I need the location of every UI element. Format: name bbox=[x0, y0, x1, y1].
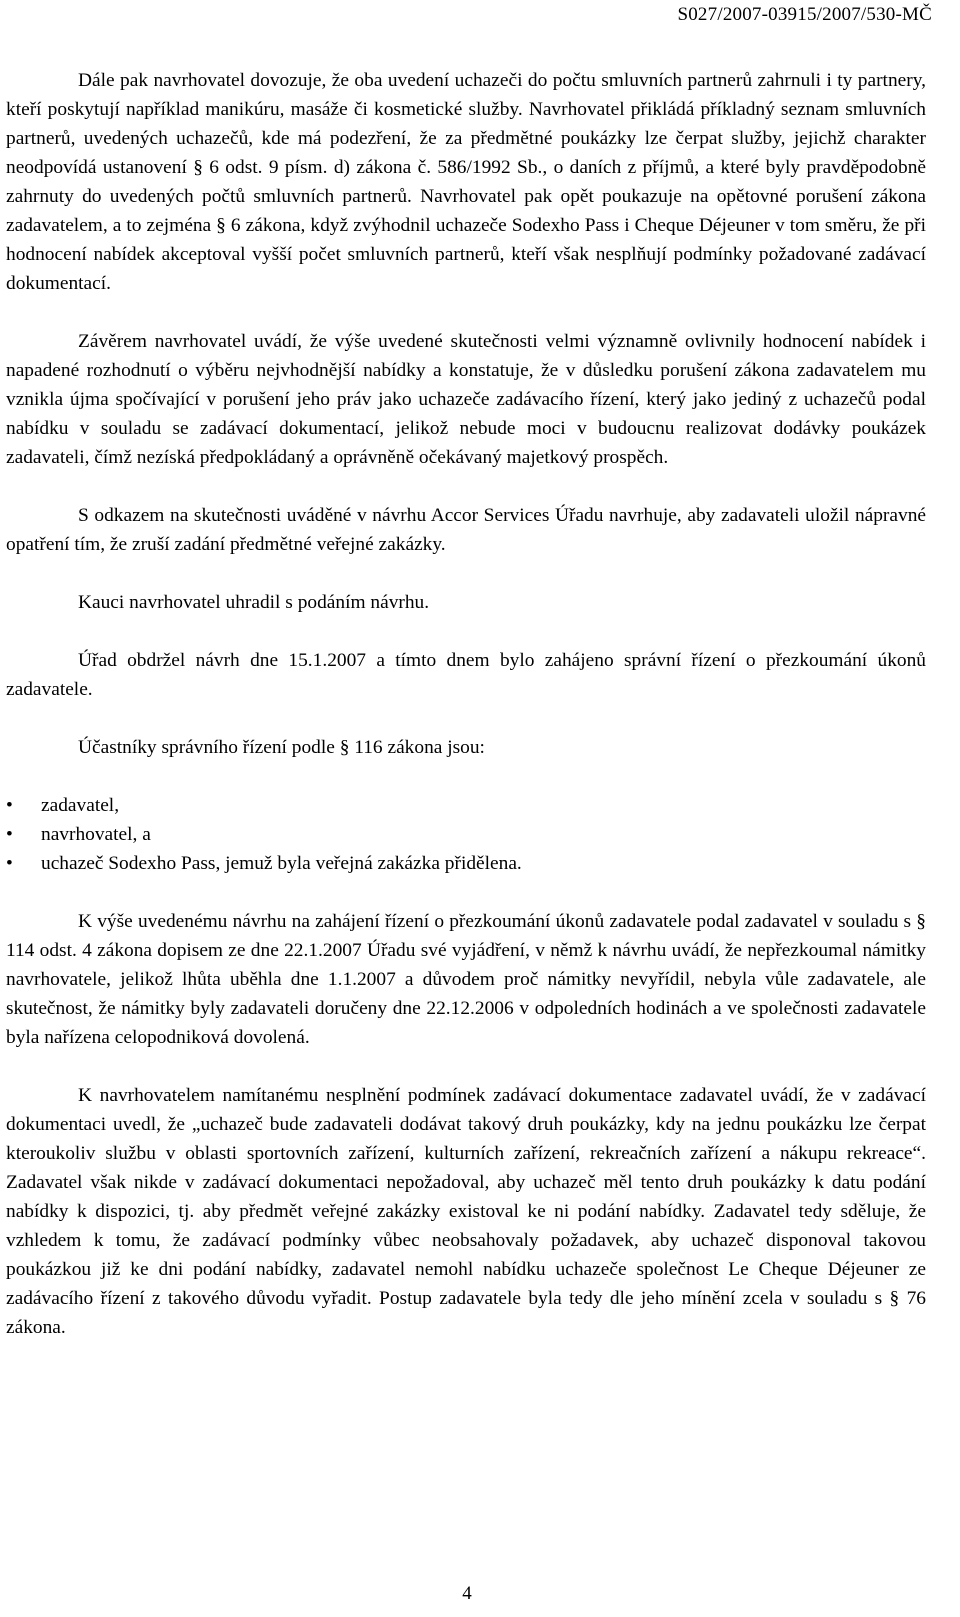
paragraph-proposal: S odkazem na skutečnosti uváděné v návrhu Accor Services Úřadu navrhuje, aby zadavateli uložil nápravné opatření tím, že zruší zadání předmětné veřejné zakázky. bbox=[6, 505, 926, 555]
list-item bbox=[6, 820, 926, 849]
document-body bbox=[6, 66, 926, 1342]
list-item-text: uchazeč Sodexho Pass, jemuž byla veřejná zakázka přidělena. bbox=[41, 853, 522, 874]
bullet-glyph: • bbox=[6, 853, 13, 874]
paragraph-statement: K výše uvedenému návrhu na zahájení řízení o přezkoumání úkonů zadavatele podal zadavatel v souladu s § 114 odst. 4 zákona dopisem ze dne 22.1.2007 Úřadu své vyjádření, v němž k návrhu uvádí, že nepřezkoumal námitky navrhovatele, jelikož lhůta uběhla dne 1.1.2007 a důvodem proč námitky nevyřídil, nebyla vůle zadavatele, ale skutečnost, že námitky byly zadavateli doručeny dne 22.12.2006 v odpoledních hodinách a ve společnosti zadavatele byla nařízena celopodniková dovolená. bbox=[6, 911, 926, 1048]
list-item bbox=[6, 791, 926, 820]
bullet-glyph: • bbox=[6, 824, 13, 845]
participants-list bbox=[6, 791, 926, 878]
paragraph-partners: Dále pak navrhovatel dovozuje, že oba uvedení uchazeči do počtu smluvních partnerů zahrnuli i ty partnery, kteří poskytují například manikúru, masáže či kosmetické služby. Navrhovatel přikládá příkladný seznam smluvních partnerů, uvedených uchazečů, kde má podezření, že za předmětné poukázky lze čerpat služby, jejichž charakter neodpovídá ustanovení § 6 odst. 9 písm. d) zákona č. 586/1992 Sb., o daních z příjmů, a které byly pravděpodobně zahrnuty do uvedených počtů smluvních partnerů. Navrhovatel pak opět poukazuje na opětovné porušení zákona zadavatelem, a to zejména § 6 zákona, když zvýhodnil uchazeče Sodexho Pass i Cheque Déjeuner v tom směru, že při hodnocení nabídek akceptoval vyšší počet smluvních partnerů, kteří však nesplňují podmínky požadované zadávací dokumentací. bbox=[6, 70, 926, 294]
paragraph-participants-intro: Účastníky správního řízení podle § 116 zákona jsou: bbox=[78, 737, 485, 758]
bullet-glyph: • bbox=[6, 795, 13, 816]
document-reference: S027/2007-03915/2007/530-MČ bbox=[677, 4, 932, 25]
list-item bbox=[6, 849, 926, 878]
list-item-text: zadavatel, bbox=[41, 795, 120, 816]
paragraph-received: Úřad obdržel návrh dne 15.1.2007 a tímto dnem bylo zahájeno správní řízení o přezkoumání úkonů zadavatele. bbox=[6, 650, 926, 700]
paragraph-conclusion: Závěrem navrhovatel uvádí, že výše uvedené skutečnosti velmi významně ovlivnily hodnocení nabídek i napadené rozhodnutí o výběru nejvhodnější nabídky a konstatuje, že v důsledku porušení zákona zadavatelem mu vznikla újma spočívající v porušení jeho práv jako uchazeče zadávacího řízení, který jako jediný z uchazečů podal nabídku v souladu se zadávací dokumentací, jelikož nebude moci v budoucnu realizovat dodávky poukázek zadavateli, čímž nezíská předpokládaný a oprávněně očekávaný majetkový prospěch. bbox=[6, 331, 926, 468]
list-item-text: navrhovatel, a bbox=[41, 824, 151, 845]
page-number: 4 bbox=[462, 1583, 472, 1604]
paragraph-tender-conditions: K navrhovatelem namítanému nesplnění podmínek zadávací dokumentace zadavatel uvádí, že v zadávací dokumentaci uvedl, že „uchazeč bude zadavateli dodávat takový druh poukázky, kdy na jednu poukázku lze čerpat kteroukoliv službu v oblasti sportovních zařízení, kulturních zařízení, rekreačních zařízení a nákupu rekreace“. Zadavatel však nikde v zadávací dokumentaci nepožadoval, aby uchazeč měl tento druh poukázky k datu podání nabídky k dispozici, tj. aby předmět veřejné zakázky existoval ke ni podání nabídky. Zadavatel tedy sděluje, že vzhledem k tomu, že zadávací podmínky vůbec neobsahovaly požadavek, aby uchazeč disponoval takovou poukázkou již ke dni podání nabídky, zadavatel nemohl nabídku uchazeče společnost Le Cheque Déjeuner ze zadávacího řízení z takového důvodu vyřadit. Postup zadavatele byla tedy dle jeho mínění zcela v souladu s § 76 zákona. bbox=[6, 1085, 926, 1338]
paragraph-deposit: Kauci navrhovatel uhradil s podáním návrhu. bbox=[78, 592, 430, 613]
